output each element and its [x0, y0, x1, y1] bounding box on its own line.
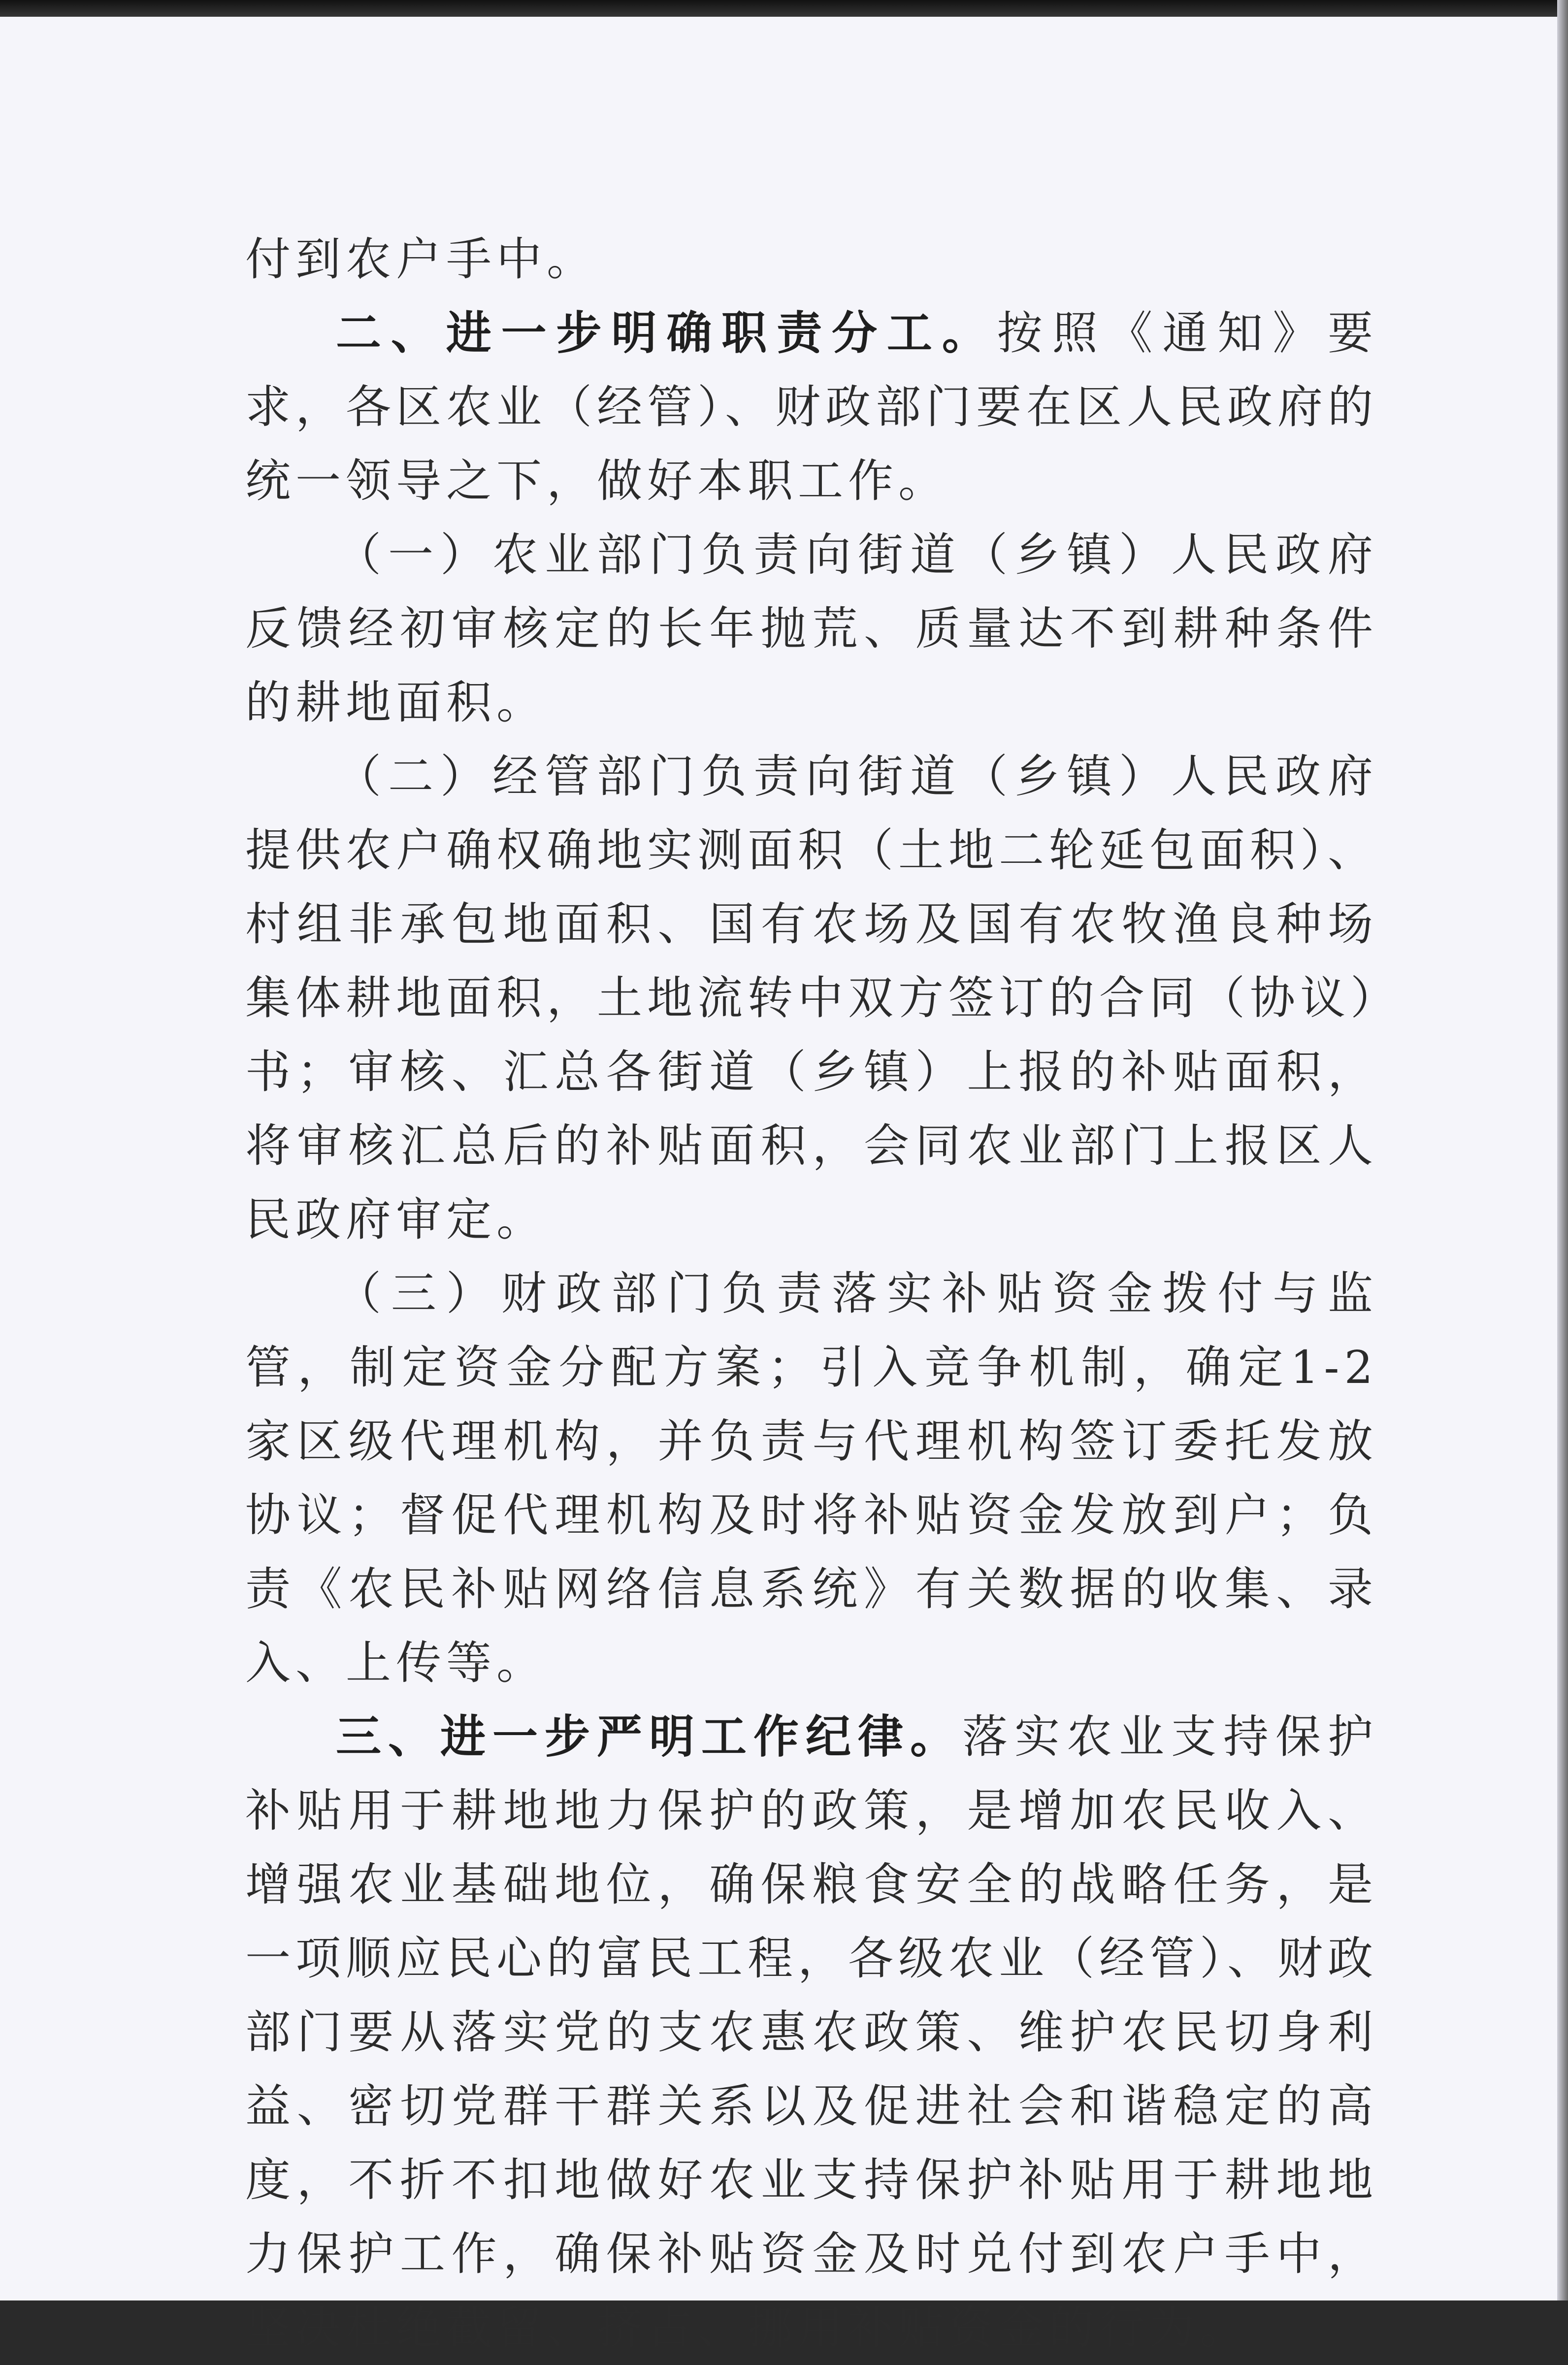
paragraph-item-one [245, 518, 1378, 740]
paragraph-text: （二）经管部门负责向街道（乡镇）人民政府提供农户确权确地实测面积（土地二轮延包面积）、村组非承包地面积、国有农场及国有农牧渔良种场集体耕地面积，土地流转中双方签订的合同（协议）书；审核、汇总各街道（乡镇）上报的补贴面积，将审核汇总后的补贴面积，会同农业部门上报区人民政府审定。 [245, 750, 1378, 1246]
paragraph-text: 付到农户手中。 [245, 233, 597, 286]
document-body [245, 223, 1378, 2365]
paragraph-text: 落实农业支持保护补贴用于耕地地力保护的政策，是增加农民收入、增强农业基础地位，确保粮食安全的战略任务，是一项顺应民心的富民工程，各级农业（经管）、财政部门要从落实党的支农惠农政策、维护农民切身利益、密切党群干群关系以及促进社会和谐稳定的高度，不折不扣地做好农业支持保护补贴用于耕地地力保护工作，确保补贴资金及时兑付到农户手中，坚决杜绝截留、挤占、挪用补贴资金的行为。 [245, 1710, 1378, 2354]
paragraph-item-three [245, 1257, 1378, 1700]
section-heading: 二、进一步明确职责分工。 [336, 307, 997, 360]
paragraph-section-two [245, 296, 1378, 518]
document-page [0, 17, 1557, 2354]
paragraph-continuation [245, 223, 1378, 296]
section-heading: 三、进一步严明工作纪律。 [336, 1710, 962, 1763]
paragraph-item-two [245, 740, 1378, 1257]
paragraph-text: （一）农业部门负责向街道（乡镇）人民政府反馈经初审核定的长年抛荒、质量达不到耕种条件的耕地面积。 [245, 528, 1378, 729]
paragraph-text: 按照《通知》要求，各区农业（经管）、财政部门要在区人民政府的统一领导之下，做好本职工作。 [245, 307, 1378, 507]
scan-right-edge [1557, 0, 1568, 2300]
paragraph-section-three [245, 1700, 1378, 2365]
paragraph-text: （三）财政部门负责落实补贴资金拨付与监管，制定资金分配方案；引入竞争机制，确定1-2家区级代理机构，并负责与代理机构签订委托发放协议；督促代理机构及时将补贴资金发放到户；负责《农民补贴网络信息系统》有关数据的收集、录入、上传等。 [245, 1267, 1378, 1689]
scan-top-edge [0, 0, 1568, 19]
